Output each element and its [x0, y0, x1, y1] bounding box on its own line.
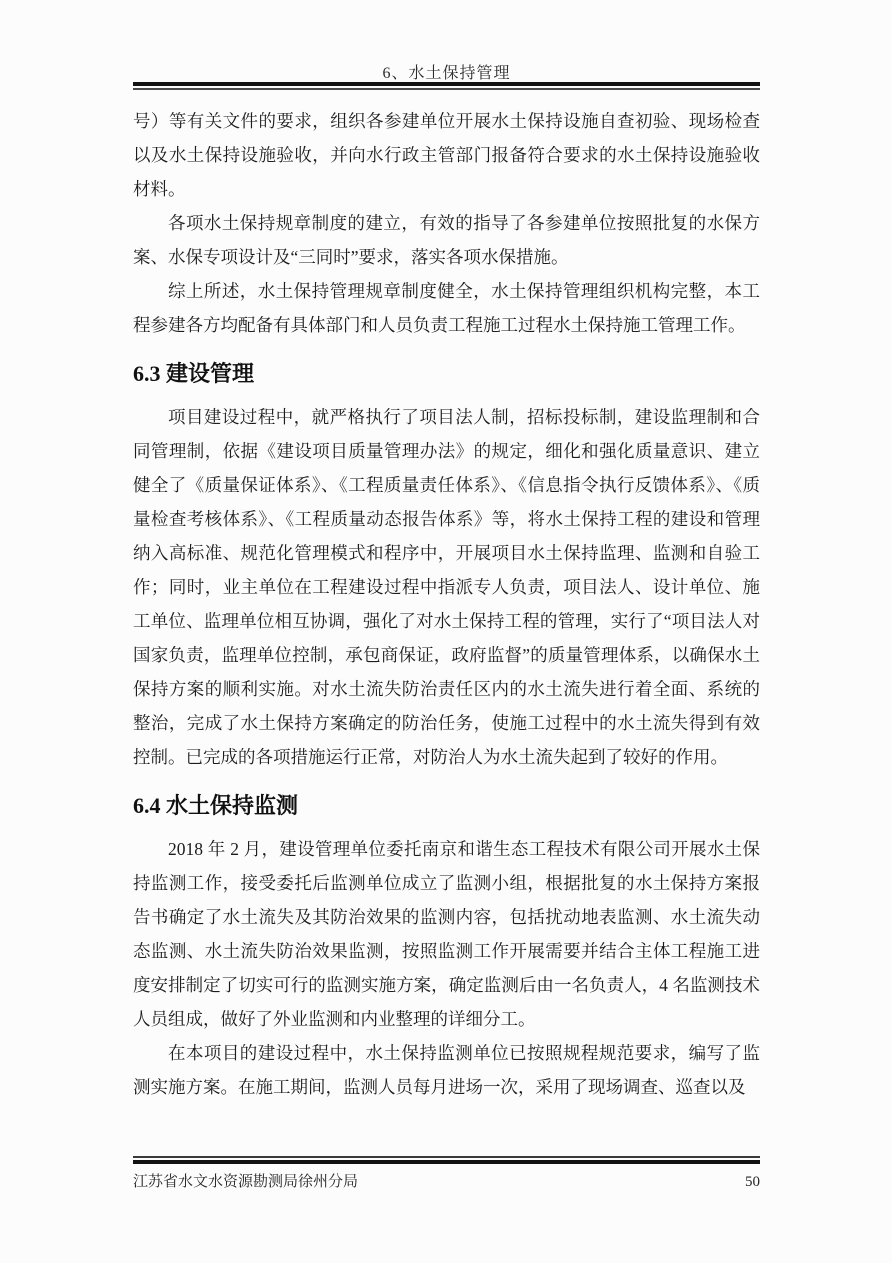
document-body — [133, 104, 760, 1104]
paragraph: 项目建设过程中，就严格执行了项目法人制，招标投标制，建设监理制和合同管理制，依据《建设项目质量管理办法》的规定，细化和强化质量意识、建立健全了《质量保证体系》、《工程质量责任体系》、《信息指令执行反馈体系》、《质量检查考核体系》、《工程质量动态报告体系》等，将水土保持工程的建设和管理纳入高标准、规范化管理模式和程序中，开展项目水土保持监理、监测和自验工作；同时，业主单位在工程建设过程中指派专人负责，项目法人、设计单位、施工单位、监理单位相互协调，强化了对水土保持工程的管理，实行了“项目法人对国家负责，监理单位控制，承包商保证，政府监督”的质量管理体系，以确保水土保持方案的顺利实施。对水土流失防治责任区内的水土流失进行着全面、系统的整治，完成了水土保持方案确定的防治任务，使施工过程中的水土流失得到有效控制。已完成的各项措施运行正常，对防治人为水土流失起到了较好的作用。 — [133, 407, 760, 767]
section-heading: 6.3 建设管理 — [133, 361, 255, 386]
footer-rule — [133, 1156, 760, 1164]
page-footer — [133, 1170, 760, 1191]
paragraph: 在本项目的建设过程中，水土保持监测单位已按照规程规范要求，编写了监测实施方案。在施工期间，监测人员每月进场一次，采用了现场调查、巡查以及 — [133, 1043, 760, 1097]
paragraph: 各项水土保持规章制度的建立，有效的指导了各参建单位按照批复的水保方案、水保专项设计及“三同时”要求，落实各项水保措施。 — [133, 213, 760, 267]
section-heading: 6.4 水土保持监测 — [133, 793, 299, 818]
paragraph: 综上所述，水土保持管理规章制度健全，水土保持管理组织机构完整，本工程参建各方均配备有具体部门和人员负责工程施工过程水土保持施工管理工作。 — [133, 281, 760, 335]
page-header-title: 6、水土保持管理 — [382, 65, 511, 82]
page-number: 50 — [745, 1174, 760, 1190]
paragraph: 2018 年 2 月，建设管理单位委托南京和谐生态工程技术有限公司开展水土保持监测工作，接受委托后监测单位成立了监测小组，根据批复的水土保持方案报告书确定了水土流失及其防治效果的监测内容，包括扰动地表监测、水土流失动态监测、水土流失防治效果监测，按照监测工作开展需要并结合主体工程施工进度安排制定了切实可行的监测实施方案，确定监测后由一名负责人，4 名监测技术人员组成，做好了外业监测和内业整理的详细分工。 — [133, 839, 760, 1029]
footer-organization: 江苏省水文水资源勘测局徐州分局 — [133, 1174, 359, 1190]
header-rule — [133, 82, 760, 90]
paragraph: 号）等有关文件的要求，组织各参建单位开展水土保持设施自查初验、现场检查以及水土保持设施验收，并向水行政主管部门报备符合要求的水土保持设施验收材料。 — [133, 111, 760, 199]
